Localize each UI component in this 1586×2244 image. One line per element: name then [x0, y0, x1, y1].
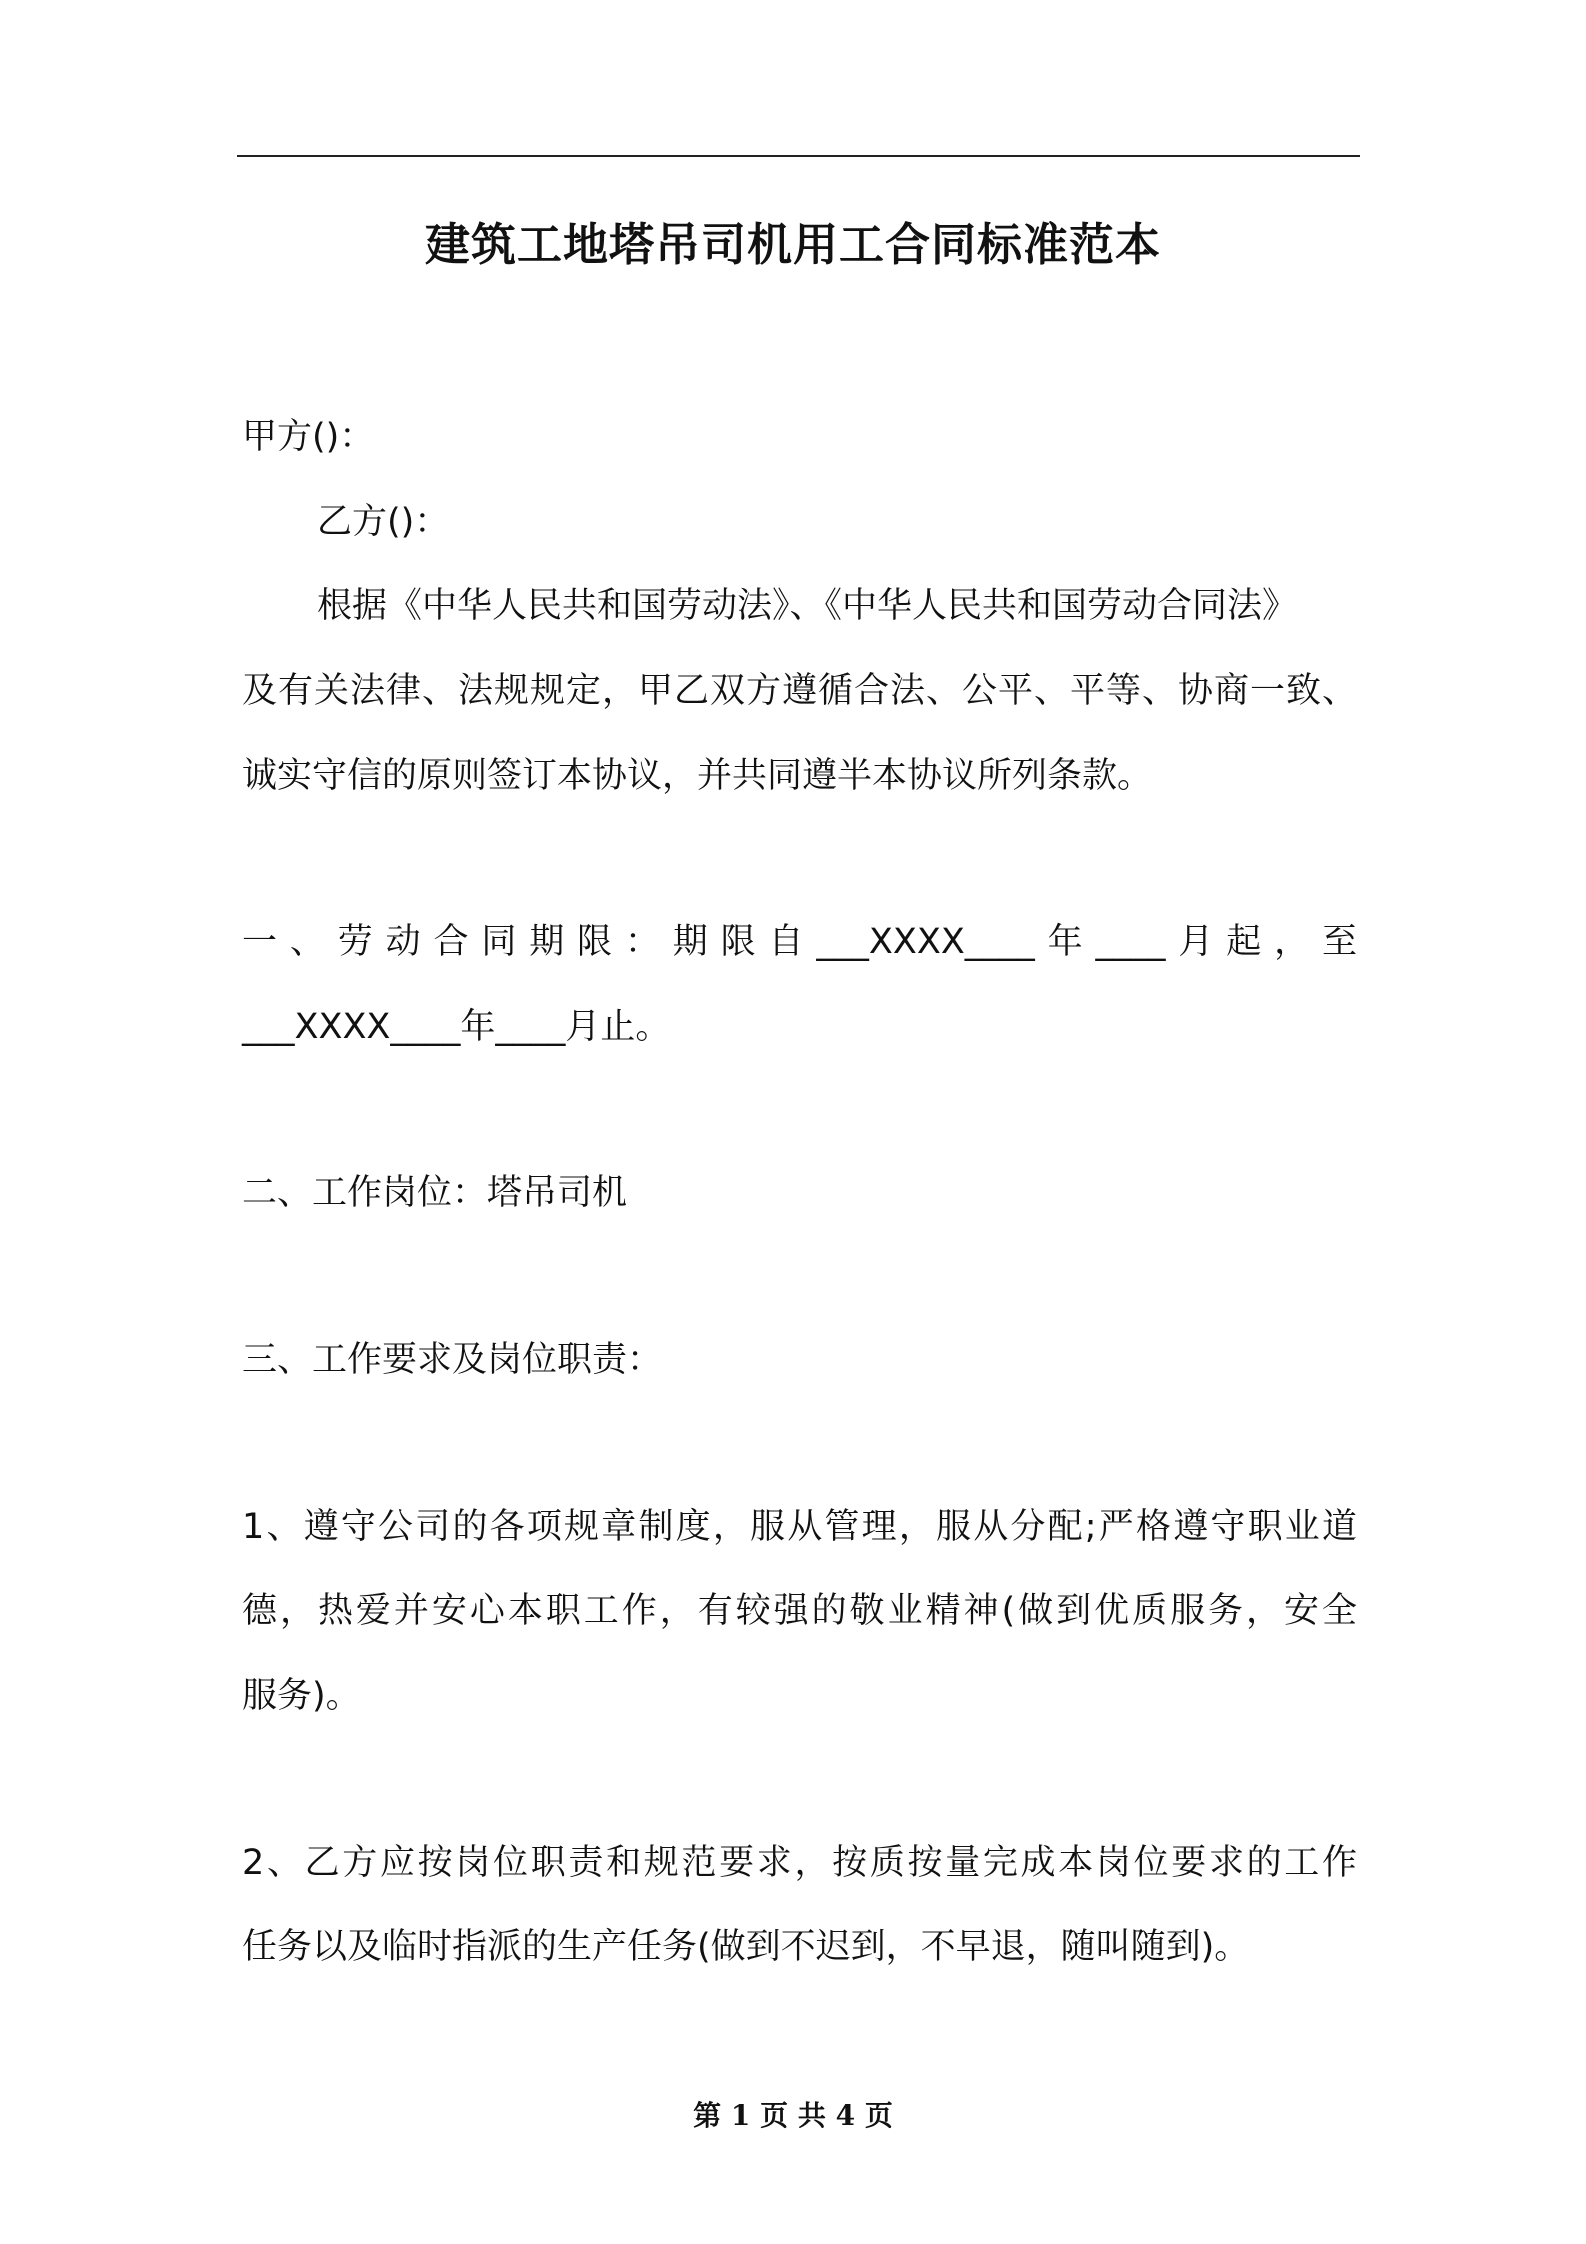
intro-line-1: 根据《中华人民共和国劳动法》、《中华人民共和国劳动合同法》 [317, 586, 1298, 626]
intro-line-3: 诚实守信的原则签订本协议，并共同遵半本协议所列条款。 [242, 756, 1153, 796]
section3-heading: 三、工作要求及岗位职责： [242, 1340, 663, 1380]
section1-line-2: ___XXXX____年____月止。 [242, 1007, 671, 1047]
item2-line-1: 2、乙方应按岗位职责和规范要求，按质按量完成本岗位要求的工作 [242, 1843, 1357, 1883]
item1-line-3: 服务)。 [242, 1676, 361, 1716]
party-b-line: 乙方()： [317, 502, 450, 542]
party-a-line: 甲方()： [242, 417, 375, 457]
intro-line-2: 及有关法律、法规规定，甲乙双方遵循合法、公平、平等、协商一致、 [242, 671, 1357, 711]
item2-line-2: 任务以及临时指派的生产任务(做到不迟到，不早退，随叫随到)。 [242, 1927, 1250, 1967]
item1-line-2: 德，热爱并安心本职工作，有较强的敬业精神(做到优质服务，安全 [242, 1591, 1357, 1631]
item1-line-1: 1、遵守公司的各项规章制度，服从管理，服从分配;严格遵守职业道 [242, 1507, 1357, 1547]
page-number-footer: 第 1 页 共 4 页 [693, 2099, 893, 2132]
section2-heading: 二、工作岗位：塔吊司机 [242, 1173, 628, 1213]
section1-line-1: 一、劳动合同期限：期限自___XXXX____年____月起，至 [242, 922, 1357, 962]
document-title: 建筑工地塔吊司机用工合同标准范本 [424, 218, 1161, 271]
header-rule [237, 155, 1360, 157]
